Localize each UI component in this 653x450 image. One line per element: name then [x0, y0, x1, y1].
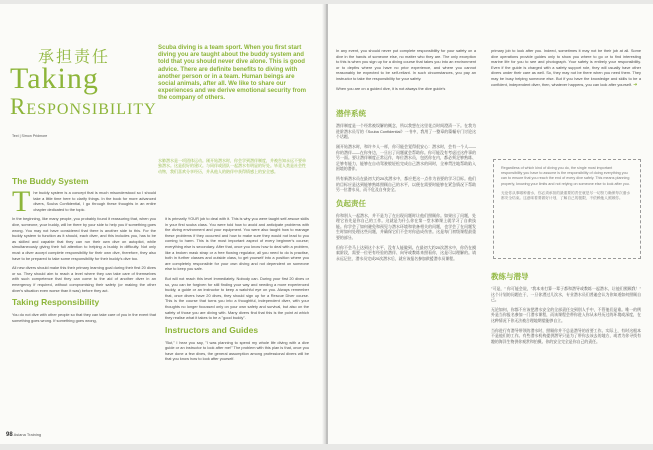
left-column-2 — [165, 216, 309, 366]
paragraph: "But," I hear you say, "I was planning to spend my whole life diving with a dive guide or an instructor to look after me!" The problem with this plan is that, once you have done a few dives, the general assumption among professional divers will be that you know how to look after yourself. — [165, 339, 309, 362]
paragraph: When you are on a guided dive, it is not always the dive guide's — [336, 85, 446, 91]
article-title — [10, 64, 157, 120]
paragraph: 无论如何，你都不应该把潜水安全的全部责任交到别人手中，不管他们是谁。唯一的例外是当你报名参加一门潜水课程，而该课程会带你进入你从未经历过的环境或深度，在这种情况下你无法被合理地期望能够自立。 — [491, 306, 641, 323]
right-column-2 — [491, 48, 641, 92]
byline: Text | Simon Pridmore — [12, 134, 48, 138]
paragraph: 刚开始潜水时，和许多人一样，你可能会觉得很安心：潜水时，会有一个人——你的潜伴——在你身边，一旦出了问题就会帮助你。你可能没有考虑过这件事的另一面。要让潜伴制度正常运作，每位潜水员，包括你在内，都必须足够熟练、足够有能力，能够在自动驾驶般轻松完成自己潜水的同时，全神贯注地帮助陷入困境的潜伴。 — [336, 143, 476, 172]
pull-quote-chinese: 无论你从事哪种潜水，你必须承担的最重要的责任就是尽一切努力确保每次潜水都安全结束。这意味着要做好计划，了解自己的极限，不依赖他人照顾你。 — [501, 190, 631, 201]
paragraph: But will not reach this level immediately. Nobody can. During your first 20 dives or so, you can be forgiven for still finding your way and needing a more experienced buddy, a guide or an instructor to keep a watchful eye on you. Always remember that, once divers have 20 dives, they should sign up for a Rescue Diver course. This is the course that turns you into a thoughtful, independent diver, with your thoughts no longer focussed only on your own safety and survival, but also on the safety of those you are diving with. Many divers find that this is the point at which they realise what it takes to be a "good buddy". — [165, 275, 309, 321]
paragraph: The buddy system is a concept that is much misunderstood so I should take a little time here to clarify things. In the book for more advanced divers, Scuba Confidential, I go through these thoughts in an entire chapter dedicated to the topic. — [12, 185, 156, 218]
intro-paragraph: Scuba diving is a team sport. When you first start diving you are taught about the buddy system and told that you should never dive alone. This is good advice. There are definite benefits to diving with another person or in a team. Human beings are social animals, after all. We like to share our experiences and we derive emotional security from the company of others. — [158, 44, 306, 102]
title-line-1: Taking — [10, 62, 99, 95]
pull-quote-text: Regardless of which kind of diving you do, the single most important responsibility you have to assume is the responsibility of doing everything you can to ensure that you reach the end of every dive safely. This means planning properly, knowing your limits and not relying on someone else to look after you. — [501, 166, 630, 186]
paragraph: 当你进行有潜导带领的潜水时，照顾你并不总是潜导的首要工作。实际上，有时这根本不是他们的工作。有些潜水机构提供潜导只是为了带你去该去的地方，或者为你寻找有趣的海洋生物供你观赏和拍摄。你的安全完全是你自己的责任。 — [491, 327, 641, 344]
left-page — [0, 4, 326, 444]
chinese-title: 承担责任 — [38, 47, 111, 66]
paragraph: You do not dive with other people so that they can take care of you in the event that something goes wrong. If something goes wrong, — [12, 312, 156, 323]
paragraph: 你和别人一起潜水，并不是为了在出现问题时让他们照顾你。如果出了问题，处理它首先是你自己的工作。这就是为什么你在第一堂水肺课上就学习了自救技能。你学会了如何避免和预见与潜水环境和装备相关的问题，也学会了在问题发生时如何处理这些问题，并确保它们不会对你造成伤害。这是每门初级课程最重要的部分。 — [336, 212, 476, 241]
paragraph: In the beginning, like many people, you probably found it reassuring that, when you dive, someone, your buddy, will be there by your side to help you if something goes wrong. You may not have considered that there is another side to this. For the buddy system to function as it should, each diver, and this includes you, has to be as skilled and capable that they can run their own dive on autopilot, while simultaneously giving their full attention to helping a buddy in difficulty. Not only must a diver accept complete responsibility for their own dive, therefore, they also have to be prepared to take some responsibility for their buddy's dive too. — [12, 216, 156, 261]
section-heading-cn-buddy: 潜伴系统 — [336, 109, 366, 119]
paragraph: 所有新潜水员在最初大约20次潜水中，都应把这一点作为首要的学习目标。他们的目标应是达到能够熟练照顾自己的水平，以便在需要时能够在紧急情况下帮助另一位潜水员，而不危及自身安全。 — [336, 175, 476, 193]
left-column-1 — [12, 185, 156, 327]
paragraph: 但你不会马上达到这个水平，没有人能做到。在最初大约20次潜水中，你仍在摸索阶段，需要一位更有经验的潜伴、向导或教练来照看你，这是可以理解的。请永远记住，潜水员完成20次潜水后，就应该报名参加救援潜水员课程。 — [336, 244, 476, 261]
right-column-1 — [336, 48, 476, 265]
paragraph: In any event, you should never put complete responsibility for your safety on a dive in the hands of someone else, no matter who they are. The only exception to this is when you sign up for a diving course that takes you into an environment or to depths where you have no prior experience, and where you cannot reasonably be expected to be self-reliant. In such circumstances, you pay an instructor to take the responsibility for your safety. — [336, 48, 476, 81]
section-heading-cn-instructors: 教练与潜导 — [491, 272, 529, 281]
paragraph: it is primarily YOUR job to deal with it. This is why you were taught self-rescue skills in your first scuba class. You were told how to avoid and anticipate problems with the diving environment and your equipment. You were also taught how to manage these problems if they occurred and how to make sure they would not lead to you coming to harm. This is the most important aspect of every beginner's course; everything else is secondary. After that, once you know how to deal with a problem, like a broken mask strap or a free flowing regulator, all you need to do is practise, both in further classes and outside class, to get yourself into a position where you are completely responsible for your own diving and not dependent on someone else to keep you safe. — [165, 216, 309, 272]
continue-arrow-icon: ➜ — [633, 81, 638, 88]
intro-chinese: 水肺潜水是一项团体运动。刚开始潜水时，你会学到潜伴制度，并被告知永远不要单独潜水。这是很好的建议。与同伴或团队一起潜水有明显的好处。毕竟人类是社会性动物，我们喜欢分享经历，并从他人的陪伴中获得情感上的安全感。 — [158, 158, 306, 174]
paragraph: primary job to look after you. Indeed, sometimes it may not be their job at all. Some dive operations provide guides only to show you where to go or to find interesting marine life for you to see and photograph. Your safety is entirely your responsibility. Even if the guide is charged with a safety support role, they will usually have other divers under their care as well. So, they may not be there when you need them. They may be busy helping someone else. But if you have the knowledge and skills to be a confident, independent diver, then, whatever happens, you can look after yourself. ➜ — [491, 48, 641, 88]
page-folio-left — [6, 432, 41, 438]
paragraph: All new divers should make this their primary learning goal during their first 20 dives or so. They should aim to reach a level where they can take care of themselves with such competence that they can come to the aid of another diver in an emergency if required, without compromising their safety (or making the other diver's situation even worse than it was) before they act. — [12, 265, 156, 293]
right-page — [328, 4, 653, 444]
folio-label: Asiana Training — [13, 432, 42, 437]
title-line-2: Responsibility — [10, 94, 157, 119]
pull-quote-box — [493, 159, 641, 259]
section-heading-cn-responsibility: 负起责任 — [336, 198, 366, 208]
section-heading-buddy-system: The Buddy System — [12, 176, 89, 186]
drop-cap: T — [12, 185, 31, 218]
page-number: 98 — [6, 432, 13, 438]
right-column-2-lower — [491, 272, 641, 348]
paragraph: 潜伴制度是一个经常被误解的概念，所以我想在这里花点时间澄清一下。在我为进阶潜水员写的《Scuba Confidential》一书中，我用了一整章的篇幅专门讨论这个话题。 — [336, 123, 476, 140]
section-heading-instructors-guides: Instructors and Guides — [165, 324, 259, 335]
section-heading-taking-responsibility: Taking Responsibility — [12, 297, 100, 308]
paragraph: "可是，" 你可能会说，"我本来打算一辈子都和潜导或教练一起潜水，让他们照顾我！" 这个计划的问题在于，一旦你潜过几次水，专业潜水员们普遍会认为你知道如何照顾自己。 — [491, 286, 641, 303]
